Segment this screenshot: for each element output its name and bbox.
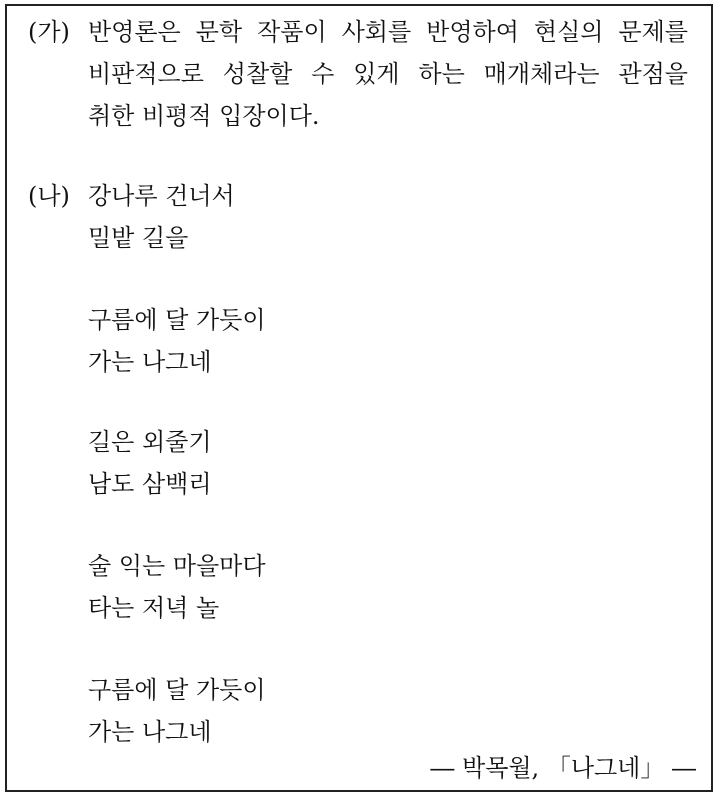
poem-line: 길은 외줄기 [88, 428, 212, 456]
poem-line: 남도 삼백리 [88, 470, 212, 498]
passage-a-line-3: 취한 비평적 입장이다. [88, 102, 320, 130]
poem-line: 타는 저녁 놀 [88, 594, 220, 622]
poem-line: 가는 나그네 [88, 348, 212, 376]
passage-a-line-2: 비판적으로 성찰할 수 있게 하는 매개체라는 관점을 [88, 60, 688, 88]
passage-b-label: (나) [28, 182, 70, 210]
passage-a-label: (가) [28, 18, 70, 46]
poem-line: 밀밭 길을 [88, 224, 189, 252]
poem-line: 술 익는 마을마다 [88, 552, 266, 580]
poem-line: 구름에 달 가듯이 [88, 676, 266, 704]
passage-a-line-1: 반영론은 문학 작품이 사회를 반영하여 현실의 문제를 [88, 18, 688, 46]
poem-source: ― 박목월, 「나그네」 ― [430, 754, 696, 782]
poem-line: 구름에 달 가듯이 [88, 306, 266, 334]
poem-line: 강나루 건너서 [88, 182, 235, 210]
poem-line: 가는 나그네 [88, 718, 212, 746]
